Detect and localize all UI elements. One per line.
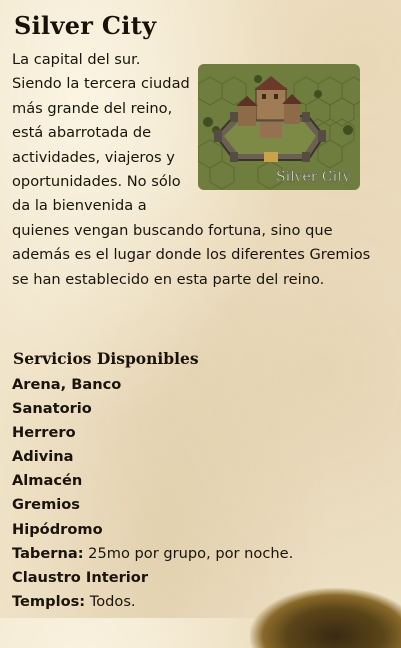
city-map-image (198, 64, 360, 190)
city-gate (264, 152, 278, 162)
service-item: Herrero (12, 424, 76, 442)
service-item: Arena, Banco (12, 376, 122, 393)
service-item: Gremios (12, 496, 80, 514)
service-item: Taberna: 25mo por grupo, por noche. (12, 544, 294, 562)
service-item: Sanatorio (12, 400, 92, 418)
city-map-illustration (198, 64, 360, 190)
service-item: Templos: Todos. (12, 592, 136, 610)
service-item: Claustro Interior (12, 568, 149, 586)
page-title: Silver City (14, 11, 157, 40)
decorative-corner-ornament (250, 588, 401, 648)
service-item: Hipódromo (12, 520, 103, 538)
services-list (12, 373, 293, 614)
services-heading: Servicios Disponibles (13, 349, 199, 368)
map-label: Silver City (276, 169, 351, 185)
service-item: Almacén (12, 472, 83, 490)
description-text: La capital del sur. Siendo la tercera ciudad más grande del reino, está abarrotada de actividades, viajeros y oportunidades. No sólo da la bienvenida a quienes vengan buscando fortuna, sino que además es el lugar donde los diferentes Gremios se han establecido en esta parte del reino. (12, 51, 371, 288)
service-item: Adivina (12, 448, 74, 466)
